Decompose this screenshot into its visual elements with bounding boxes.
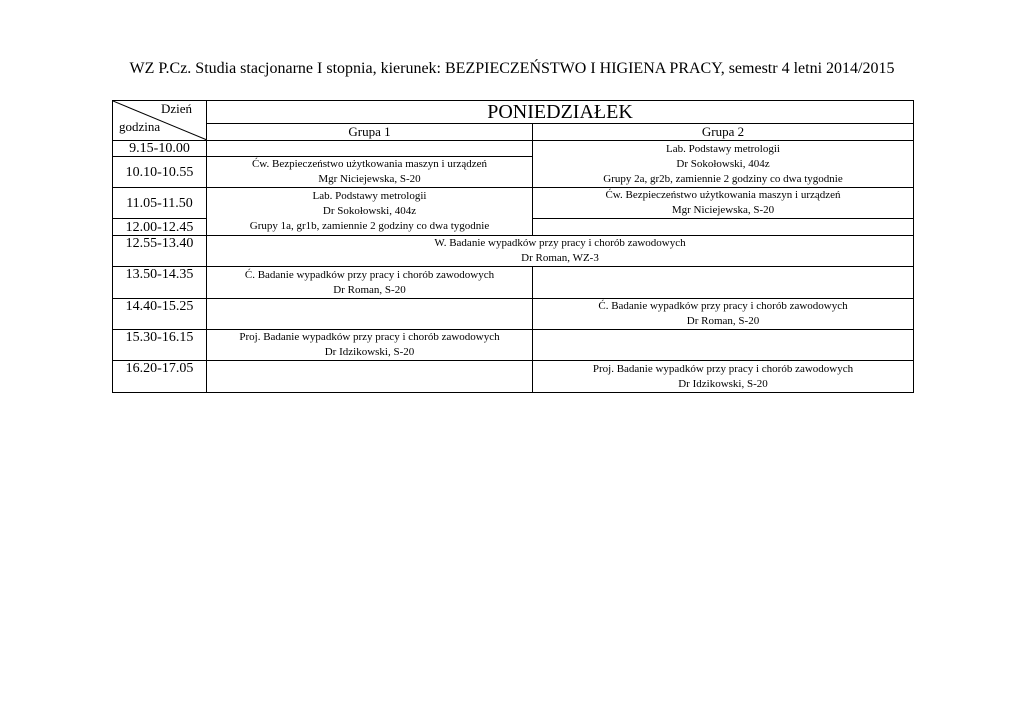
corner-hour-label: godzina <box>119 119 161 134</box>
entry-line: Dr Idzikowski, S-20 <box>324 346 415 358</box>
entry-line: Ćw. Bezpieczeństwo użytkowania maszyn i urządzeń <box>251 158 488 170</box>
entry-line: Dr Sokołowski, 404z <box>322 205 417 217</box>
entry-line: Mgr Niciejewska, S-20 <box>671 204 775 216</box>
time-slot: 9.15-10.00 <box>113 141 207 157</box>
time-row <box>113 236 914 267</box>
group-1-header: Grupa 1 <box>207 124 533 141</box>
entry-line: Lab. Podstawy metrologii <box>312 190 427 202</box>
time-row <box>113 141 914 157</box>
entry-line: Dr Roman, S-20 <box>333 283 406 296</box>
entry-line: W. Badanie wypadków przy pracy i chorób zawodowych <box>434 237 686 249</box>
time-row <box>113 361 914 393</box>
class-entry-group2-proj <box>533 361 914 393</box>
time-row <box>113 330 914 361</box>
schedule-table <box>112 100 914 393</box>
group-header-row <box>113 124 914 141</box>
entry-line: Mgr Niciejewska, S-20 <box>318 173 421 185</box>
class-entry-lecture <box>207 236 914 267</box>
entry-line: Grupy 2a, gr2b, zamiennie 2 godziny co dwa tygodnie <box>603 172 843 185</box>
time-row <box>113 299 914 330</box>
entry-line: Proj. Badanie wypadków przy pracy i chorób zawodowych <box>239 331 500 343</box>
entry-line: Dr Roman, WZ-3 <box>521 252 599 264</box>
corner-cell <box>113 101 207 141</box>
entry-line: Ć. Badanie wypadków przy pracy i chorób zawodowych <box>598 300 848 312</box>
empty-cell <box>207 361 533 393</box>
class-entry-group2-cw-wypadki <box>533 299 914 330</box>
time-row <box>113 267 914 299</box>
entry-line: Ć. Badanie wypadków przy pracy i chorób zawodowych <box>244 268 495 281</box>
empty-cell <box>533 267 914 299</box>
corner-day-label: Dzień <box>160 101 192 116</box>
time-slot: 12.00-12.45 <box>113 219 207 236</box>
day-header: PONIEDZIAŁEK <box>207 101 914 124</box>
class-entry-group1-proj <box>207 330 533 361</box>
time-slot: 11.05-11.50 <box>113 188 207 219</box>
entry-line: Proj. Badanie wypadków przy pracy i chorób zawodowych <box>592 362 854 375</box>
time-slot: 13.50-14.35 <box>113 267 207 299</box>
time-slot: 15.30-16.15 <box>113 330 207 361</box>
class-entry-group1-cw <box>207 157 533 188</box>
time-slot: 12.55-13.40 <box>113 236 207 267</box>
empty-cell <box>207 141 533 157</box>
day-header-row <box>113 101 914 124</box>
entry-line: Ćw. Bezpieczeństwo użytkowania maszyn i urządzeń <box>605 189 841 201</box>
time-slot: 16.20-17.05 <box>113 361 207 393</box>
time-slot: 10.10-10.55 <box>113 157 207 188</box>
entry-line: Dr Idzikowski, S-20 <box>678 377 768 390</box>
page-title: WZ P.Cz. Studia stacjonarne I stopnia, kierunek: BEZPIECZEŃSTWO I HIGIENA PRACY, semestr 4 letni 2014/2015 <box>129 60 895 77</box>
class-entry-group2-cw <box>533 188 914 219</box>
class-entry-group2-lab <box>533 141 914 188</box>
group-2-header: Grupa 2 <box>533 124 914 141</box>
entry-line: Grupy 1a, gr1b, zamiennie 2 godziny co dwa tygodnie <box>249 220 490 232</box>
empty-cell <box>533 219 914 236</box>
entry-line: Dr Sokołowski, 404z <box>676 157 770 170</box>
entry-line: Dr Roman, S-20 <box>686 315 760 327</box>
entry-line: Lab. Podstawy metrologii <box>666 142 780 155</box>
empty-cell <box>533 330 914 361</box>
time-slot: 14.40-15.25 <box>113 299 207 330</box>
class-entry-group1-lab <box>207 188 533 236</box>
empty-cell <box>207 299 533 330</box>
time-row <box>113 188 914 219</box>
class-entry-group1-cw-wypadki <box>207 267 533 299</box>
